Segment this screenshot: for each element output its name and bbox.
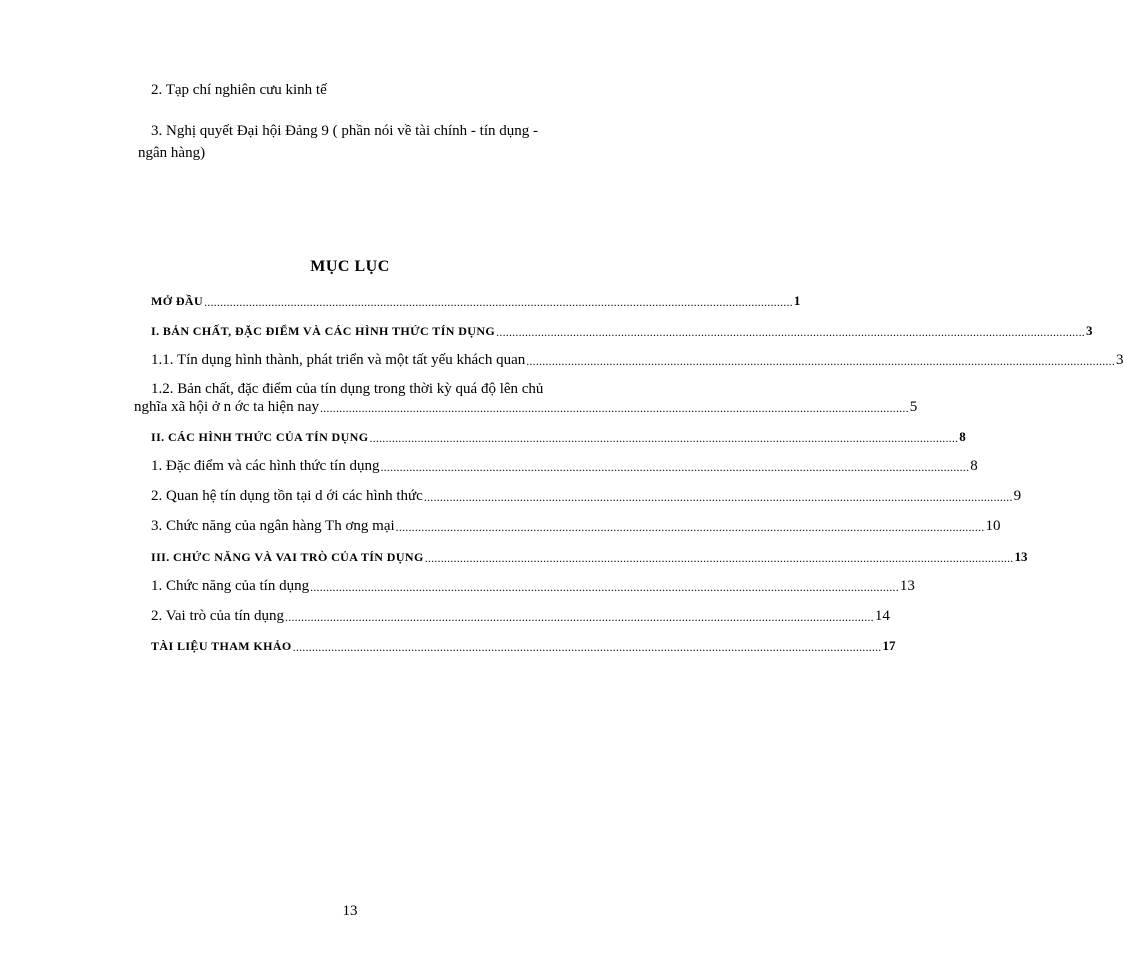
toc-entry-page: 9 (1013, 488, 1022, 504)
reference-item-2: 2. Tạp chí nghiên cưu kinh tế (151, 82, 327, 98)
toc-entry (0, 515, 1001, 537)
toc-entry-page: 10 (985, 518, 1001, 534)
toc-entry-page: 13 (899, 578, 915, 594)
toc-leader-dots: ........................................................................................................................................................................................ (292, 640, 882, 654)
toc-leader-dots: ........................................................................................................................................................................................ (526, 354, 1116, 368)
toc-leader-dots: ........................................................................................................................................................................................ (310, 580, 899, 594)
toc-entry (0, 575, 915, 597)
toc-leader-dots: ........................................................................................................................................................................................ (319, 401, 909, 415)
toc-leader-dots: ........................................................................................................................................................................................ (424, 551, 1014, 565)
toc-entry (0, 455, 978, 477)
toc-entry (0, 426, 966, 448)
toc-entry-label: 1. Đặc điểm và các hình thức tín dụng (151, 458, 380, 474)
toc-entry-page: 1 (793, 293, 801, 308)
toc-leader-dots: ........................................................................................................................................................................................ (395, 520, 985, 534)
toc-entry-page: 5 (909, 399, 918, 415)
toc-entry-page: 17 (882, 638, 896, 653)
toc-entry-label: III. CHỨC NĂNG VÀ VAI TRÒ CỦA TÍN DỤNG (151, 550, 424, 564)
page-number: 13 (342, 903, 358, 919)
toc-entry-page: 3 (1085, 323, 1093, 338)
reference-item-3-line2: ngân hàng) (138, 145, 206, 161)
toc-entry-label: 1.1. Tín dụng hình thành, phát triển và một tất yếu khách quan (151, 352, 526, 368)
toc-entry (0, 349, 1124, 371)
toc-entry (0, 485, 1022, 507)
reference-item-3-line1: 3. Nghị quyết Đại hội Đảng 9 ( phần nói về tài chính - tín dụng - (151, 123, 539, 139)
toc-leader-dots: ........................................................................................................................................................................................ (204, 295, 793, 309)
toc-entry-page: 3 (1116, 352, 1124, 368)
toc-entry-label: 2. Vai trò của tín dụng (151, 608, 285, 624)
toc-leader-dots: ........................................................................................................................................................................................ (285, 610, 874, 624)
toc-entry-label: II. CÁC HÌNH THỨC CỦA TÍN DỤNG (151, 430, 369, 444)
toc-entry-label-line1: 1.2. Bản chất, đặc điểm của tín dụng trong thời kỳ quá độ lên chủ (151, 381, 544, 397)
toc-entry (0, 635, 896, 657)
toc-entry-page: 8 (970, 458, 978, 474)
toc-leader-dots: ........................................................................................................................................................................................ (496, 325, 1085, 339)
toc-entry (0, 605, 890, 627)
toc-entry-label: TÀI LIỆU THAM KHẢO (151, 639, 292, 653)
toc-title: MỤC LỤC (310, 258, 390, 275)
toc-entry (0, 290, 801, 312)
toc-entry-label: 3. Chức năng của ngân hàng Th ơng mại (151, 518, 395, 534)
toc-leader-dots: ........................................................................................................................................................................................ (380, 460, 970, 474)
toc-entry-page: 14 (874, 608, 890, 624)
toc-leader-dots: ........................................................................................................................................................................................ (369, 431, 959, 445)
toc-leader-dots: ........................................................................................................................................................................................ (423, 490, 1013, 504)
toc-entry-label: 1. Chức năng của tín dụng (151, 578, 310, 594)
toc-entry (0, 320, 1093, 342)
toc-entry (0, 396, 918, 418)
toc-entry-page: 13 (1014, 549, 1028, 564)
toc-entry (0, 546, 1028, 568)
toc-entry-label: 2. Quan hệ tín dụng tồn tại d ới các hình thức (151, 488, 423, 504)
toc-entry-label-line2: nghĩa xã hội ở n ớc ta hiện nay (134, 399, 319, 415)
toc-entry-label: I. BẢN CHẤT, ĐẶC ĐIỂM VÀ CÁC HÌNH THỨC TÍN DỤNG (151, 324, 496, 338)
toc-entry-label: MỞ ĐẦU (151, 294, 204, 308)
toc-entry-page: 8 (959, 429, 966, 444)
